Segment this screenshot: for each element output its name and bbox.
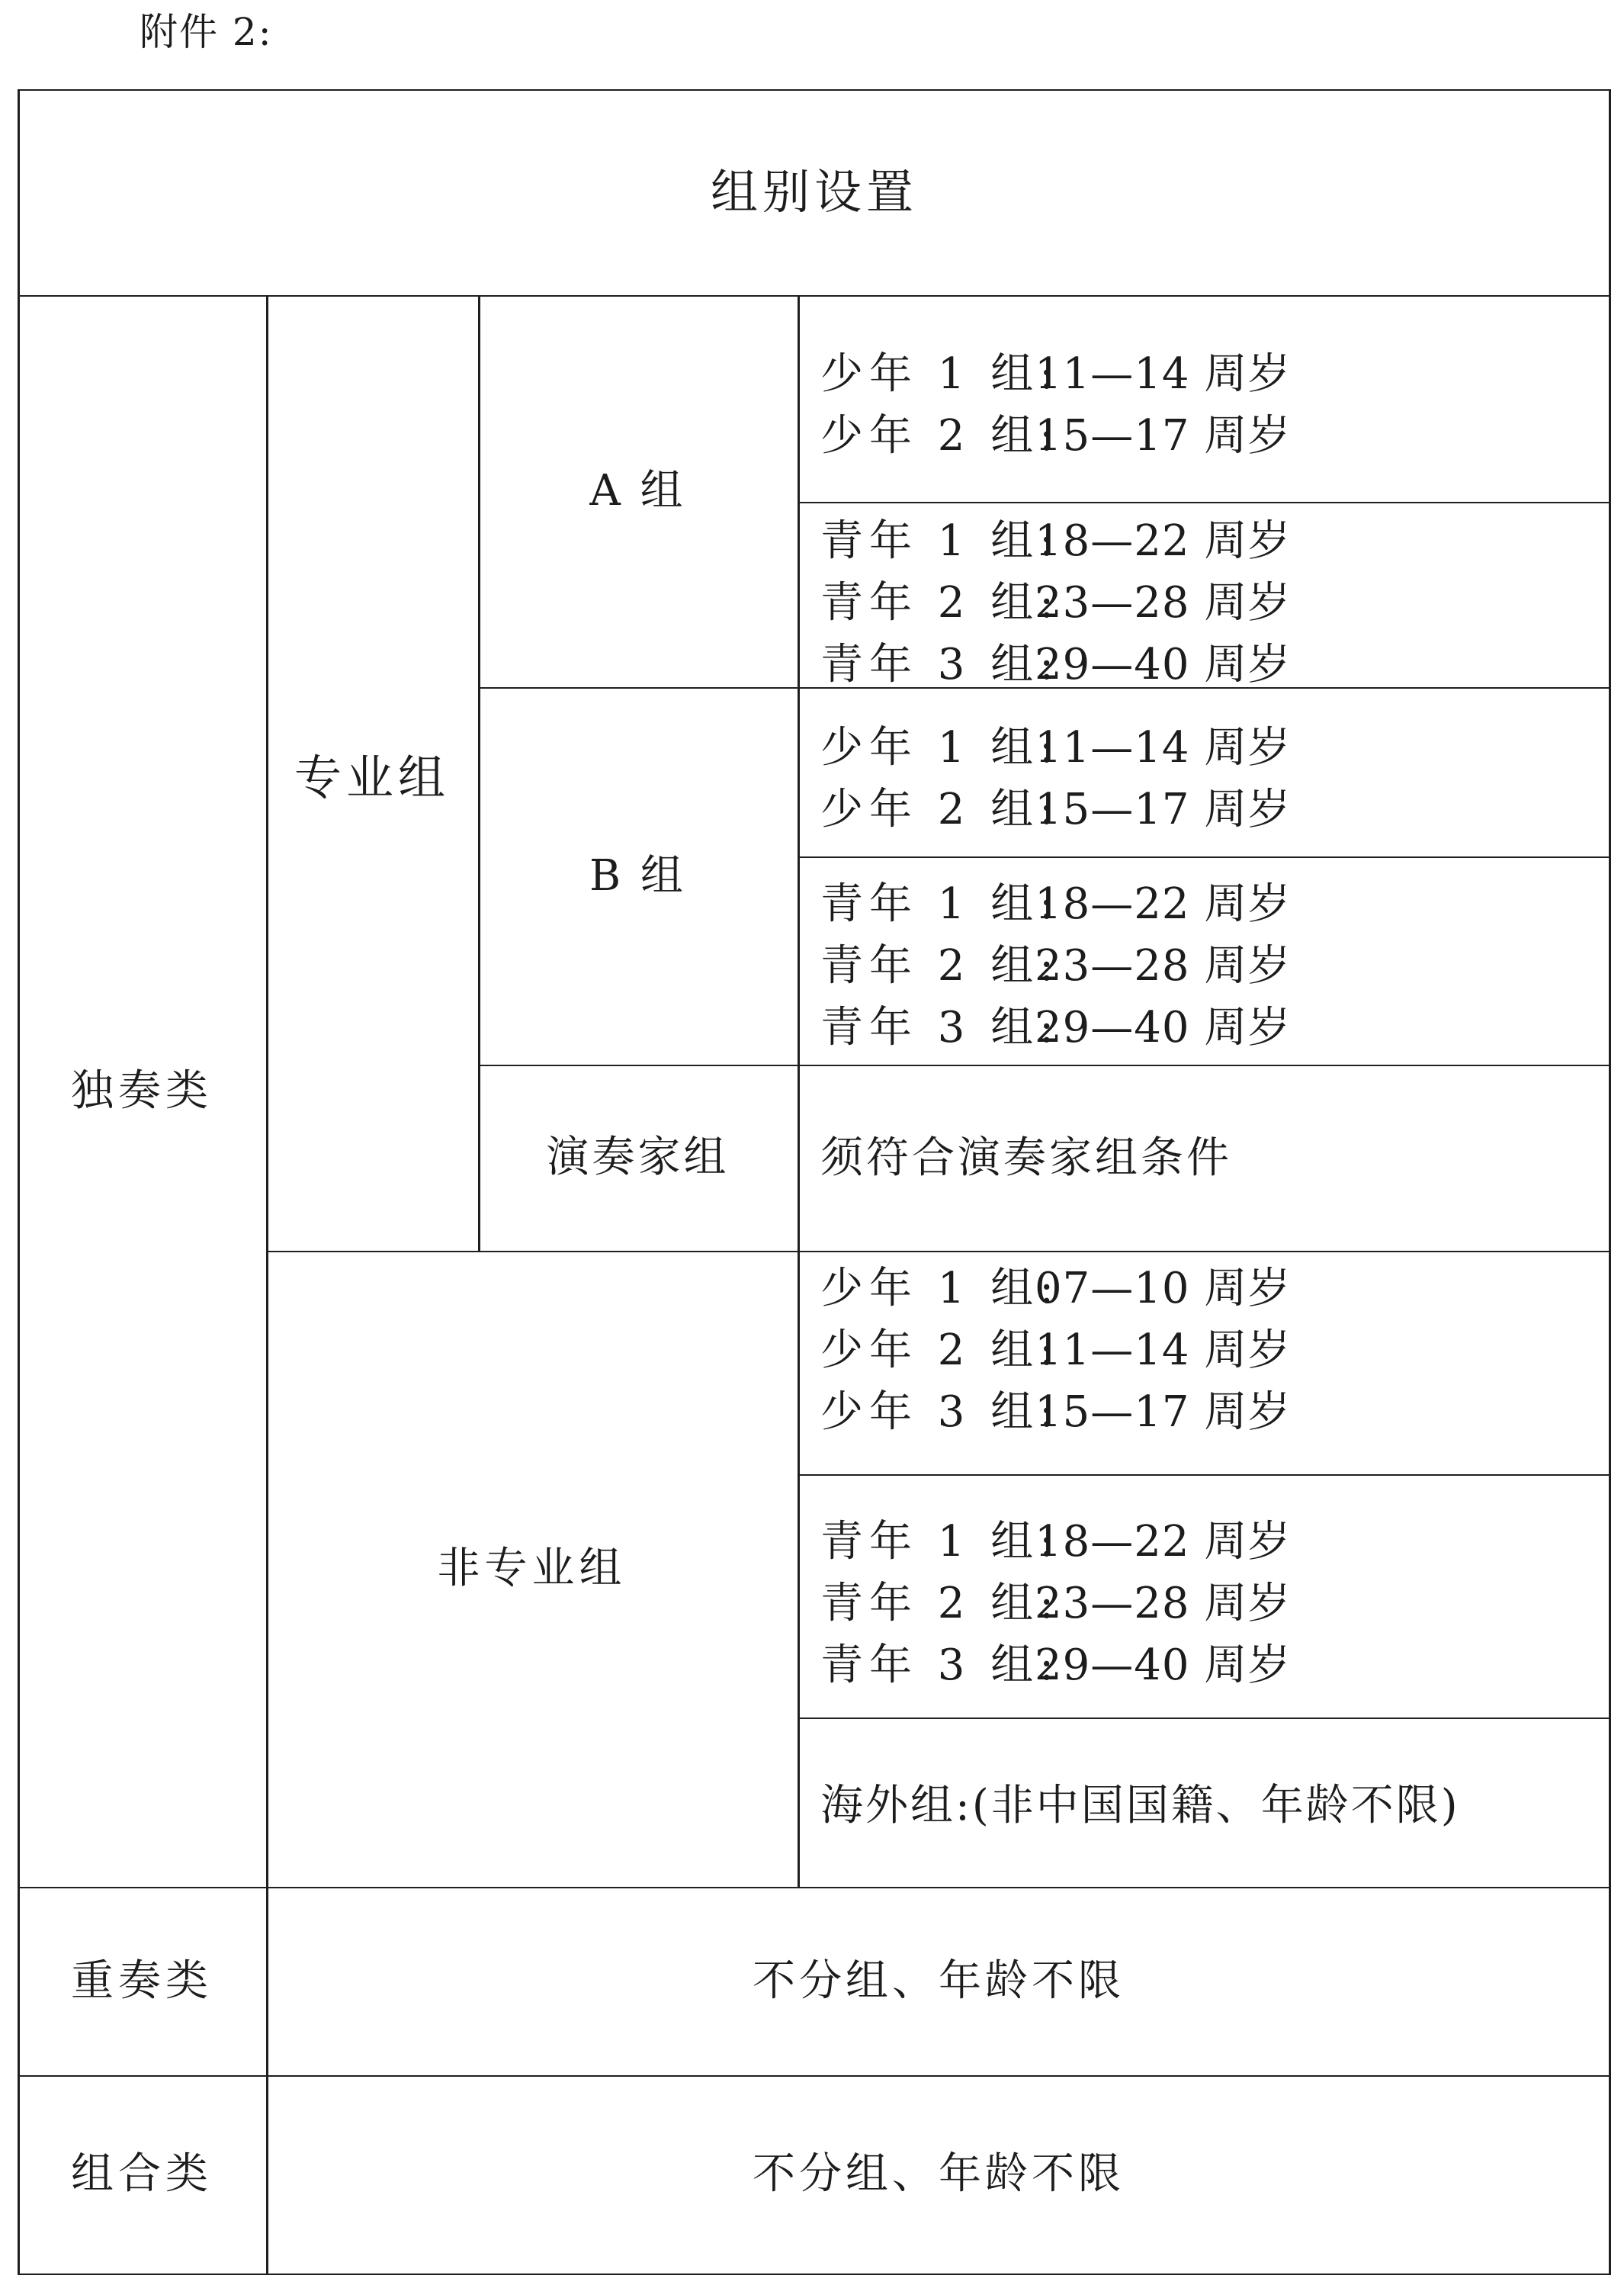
list-item: 少年 1 组: 11—14 周岁 [820, 349, 1292, 399]
list-item: 青年 1 组: 18—22 周岁 [820, 879, 1292, 929]
rule-detail-column [798, 295, 800, 1888]
ensemble-note: 不分组、年龄不限 [753, 1955, 1125, 2006]
b-youth-list [820, 869, 1291, 1055]
b-group-label: B 组 [589, 850, 686, 901]
rule-amateur-split-2 [798, 1718, 1611, 1719]
amateur-group-label: 非专业组 [437, 1544, 627, 1593]
performer-requirement: 须符合演奏家组条件 [820, 1133, 1232, 1183]
list-item: 少年 2 组: 11—14 周岁 [820, 1325, 1292, 1375]
list-item: 青年 2 组: 23—28 周岁 [820, 940, 1292, 991]
attachment-label: 附件 2: [140, 10, 273, 54]
list-item: 少年 3 组: 15—17 周岁 [820, 1387, 1292, 1437]
amateur-juvenile-list [820, 1254, 1291, 1439]
list-item: 青年 2 组: 23—28 周岁 [820, 1578, 1292, 1628]
b-juvenile-list [820, 713, 1291, 837]
amateur-youth-list [820, 1507, 1291, 1692]
list-item: 青年 1 组: 18—22 周岁 [820, 516, 1292, 566]
professional-group-label: 专业组 [294, 750, 450, 805]
list-item: 青年 2 组: 23—28 周岁 [820, 577, 1292, 628]
overseas-group: 海外组:(非中国国籍、年龄不限) [820, 1781, 1460, 1830]
table-title: 组别设置 [710, 164, 918, 220]
rule-b-split [798, 856, 1611, 858]
a-juvenile-list [820, 339, 1291, 463]
category-combination: 组合类 [71, 2149, 213, 2199]
rule-amateur-split-1 [798, 1474, 1611, 1476]
a-group-label: A 组 [589, 466, 686, 516]
category-ensemble: 重奏类 [71, 1955, 213, 2006]
list-item: 青年 3 组: 29—40 周岁 [820, 639, 1292, 689]
list-item: 青年 3 组: 29—40 周岁 [820, 1640, 1292, 1690]
list-item: 少年 1 组: 07—10 周岁 [820, 1263, 1292, 1313]
list-item: 少年 2 组: 15—17 周岁 [820, 784, 1292, 834]
rule-a-split [798, 502, 1611, 503]
list-item: 青年 1 组: 18—22 周岁 [820, 1516, 1292, 1567]
list-item: 青年 3 组: 29—40 周岁 [820, 1002, 1292, 1052]
list-item: 少年 2 组: 15—17 周岁 [820, 410, 1292, 461]
table-border-bottom [18, 2274, 1611, 2275]
performer-group-label: 演奏家组 [546, 1133, 730, 1182]
a-youth-list [820, 506, 1291, 692]
list-item: 少年 1 组: 11—14 周岁 [820, 722, 1292, 773]
combination-note: 不分组、年龄不限 [753, 2149, 1125, 2199]
category-solo: 独奏类 [71, 1065, 213, 1116]
